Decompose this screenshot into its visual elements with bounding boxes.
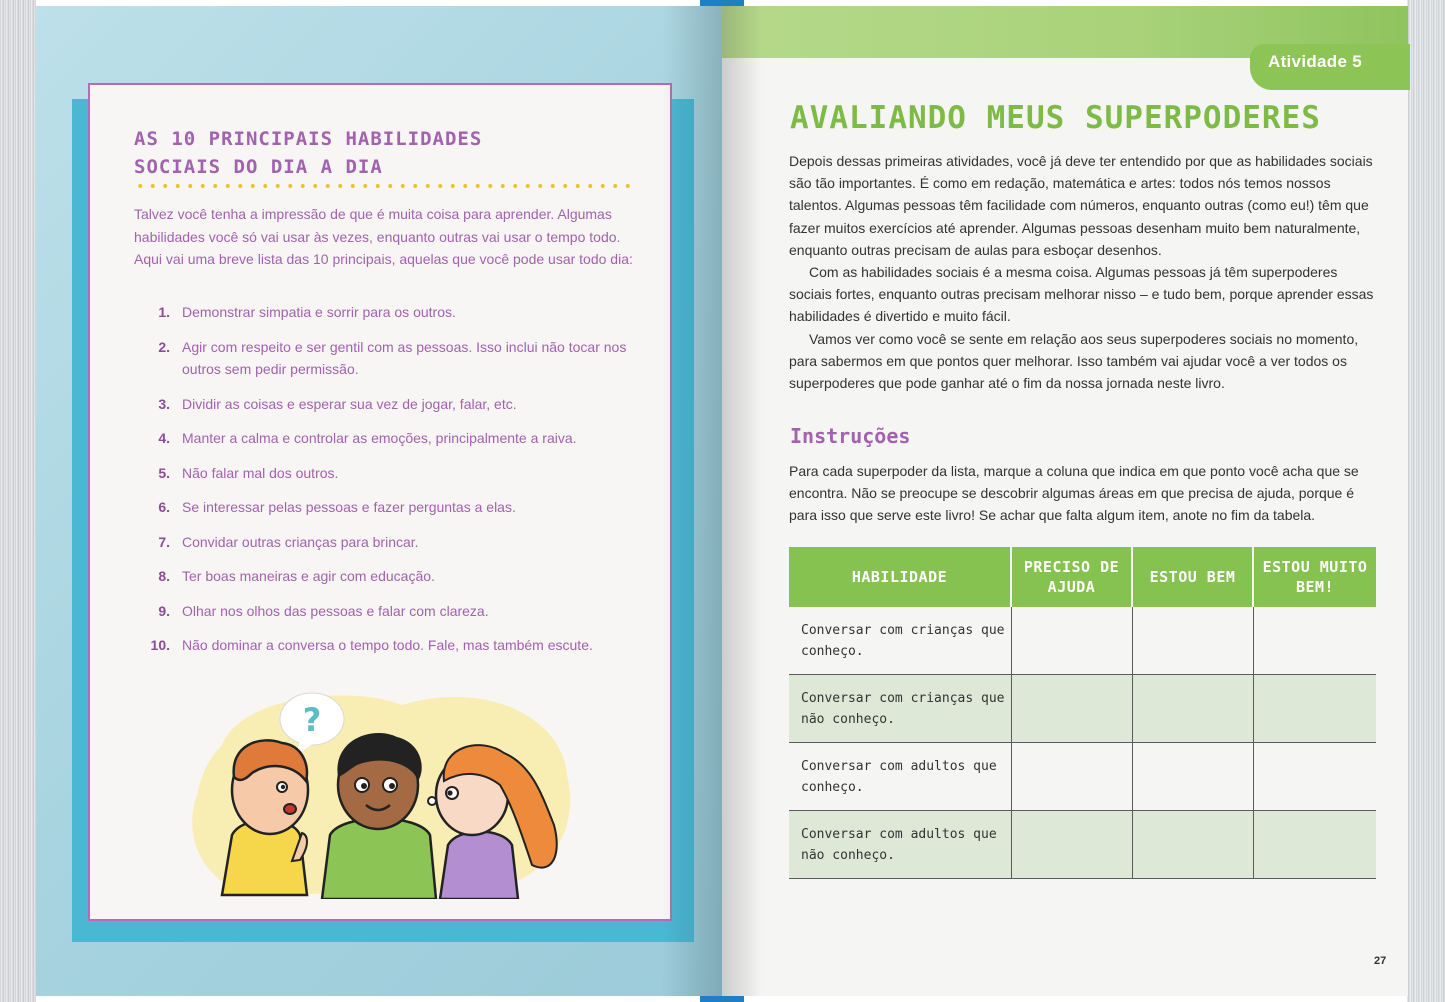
checkbox-cell-doing-well[interactable]: [1132, 811, 1253, 879]
checkbox-cell-need-help[interactable]: [1011, 743, 1132, 811]
list-item: 5. Não falar mal dos outros.: [158, 464, 339, 481]
list-item: 10. Não dominar a conversa o tempo todo. Fale, mas também escute.: [150, 637, 593, 653]
question-mark-icon: ?: [302, 701, 322, 739]
header-skill: HABILIDADE: [789, 547, 1011, 607]
instructions-heading: Instruções: [790, 424, 911, 448]
skill-cell: Conversar com crianças que não conheço.: [789, 675, 1011, 743]
checkbox-cell-doing-very-well[interactable]: [1253, 675, 1376, 743]
table-row: [789, 675, 1376, 743]
page-title: AVALIANDO MEUS SUPERPODERES: [790, 100, 1321, 136]
instructions-text: Para cada superpoder da lista, marque a coluna que indica em que ponto você acha que se encontra. Não se preocupe se descobrir algumas áreas em que precisa de ajuda, porque é para isso que serve este livro! Se achar que falta algum item, anote no fim da tabela.: [789, 463, 1359, 524]
checkbox-cell-doing-well[interactable]: [1132, 743, 1253, 811]
list-item: 9. Olhar nos olhos das pessoas e falar com clareza.: [158, 602, 489, 619]
left-page: [36, 6, 722, 996]
page-number: 27: [1374, 955, 1387, 967]
skill-cell: Conversar com adultos que não conheço.: [789, 811, 1011, 879]
card-title: AS 10 PRINCIPAIS HABILIDADES SOCIAIS DO DIA A DIA: [134, 128, 483, 178]
table-row: [789, 743, 1376, 811]
header-need-help: PRECISO DE AJUDA: [1011, 547, 1132, 607]
list-item: 6. Se interessar pelas pessoas e fazer perguntas a elas.: [158, 499, 516, 515]
checkbox-cell-doing-very-well[interactable]: [1253, 607, 1376, 675]
ribbon-bottom: [700, 996, 744, 1002]
paragraph: Depois dessas primeiras atividades, você já deve ter entendido por que as habilidades sociais são tão importantes. É como em redação, matemática e artes: todos nós temos nossos talentos. Algumas pessoas têm facilidade com números, enquanto outras (como eu!) têm que fazer muitos exercícios até aprender. Algumas pessoas desenham muito bem naturalmente, enquanto outras precisam de aulas para esboçar desenhos.: [789, 153, 1373, 258]
list-item: 1. Demonstrar simpatia e sorrir para os outros.: [158, 304, 456, 320]
header-doing-very-well: ESTOU MUITO BEM!: [1253, 547, 1376, 607]
ribbon-top: [700, 0, 744, 6]
list-item: 8. Ter boas maneiras e agir com educação.: [158, 568, 435, 584]
paragraph: Vamos ver como você se sente em relação aos seus superpoderes sociais no momento, para sabermos em que pontos quer melhorar. Isso também vai ajudar você a ver todos os superpoderes que pode ganhar até o fim da nossa jornada neste livro.: [789, 330, 1359, 392]
right-page: [722, 6, 1408, 996]
header-doing-well: ESTOU BEM: [1132, 547, 1253, 607]
spine-shadow: [662, 6, 722, 996]
checkbox-cell-doing-well[interactable]: [1132, 607, 1253, 675]
skills-list: [134, 301, 634, 669]
checkbox-cell-need-help[interactable]: [1011, 811, 1132, 879]
dotted-divider: [134, 183, 630, 189]
list-item: 3. Dividir as coisas e esperar sua vez de jogar, falar, etc.: [158, 395, 517, 412]
checkbox-cell-need-help[interactable]: [1011, 675, 1132, 743]
list-item: 7. Convidar outras crianças para brincar.: [158, 533, 419, 550]
list-item: 2. Agir com respeito e ser gentil com as pessoas. Isso inclui não tocar nos outros sem pedir permissão.: [158, 338, 627, 377]
table-row: [789, 607, 1376, 675]
body-text: [789, 150, 1379, 394]
checkbox-cell-doing-very-well[interactable]: [1253, 743, 1376, 811]
table-row: [789, 811, 1376, 879]
skill-cell: Conversar com crianças que conheço.: [789, 607, 1011, 675]
paragraph: Com as habilidades sociais é a mesma coisa. Algumas pessoas já têm superpoderes sociais fortes, enquanto outras precisam melhorar nisso – e tudo bem, porque aprender essas habilidades é divertido e muito fácil.: [789, 264, 1374, 325]
list-item: 4. Manter a calma e controlar as emoções, principalmente a raiva.: [158, 430, 577, 446]
children-talking-illustration: [182, 685, 582, 899]
skills-card: [88, 83, 672, 921]
checkbox-cell-doing-very-well[interactable]: [1253, 811, 1376, 879]
card-intro: Talvez você tenha a impressão de que é muita coisa para aprender. Algumas habilidades você só vai usar às vezes, enquanto outras vai usar o tempo todo. Aqui vai uma breve lista das 10 principais, aquelas que você pode usar todo dia:: [134, 206, 633, 267]
activity-badge-label: Atividade 5: [1268, 52, 1362, 71]
skill-cell: Conversar com adultos que conheço.: [789, 743, 1011, 811]
page-edges-right: [1407, 0, 1445, 1002]
checkbox-cell-need-help[interactable]: [1011, 607, 1132, 675]
skills-table: [789, 547, 1376, 879]
checkbox-cell-doing-well[interactable]: [1132, 675, 1253, 743]
table-header-row: [789, 547, 1376, 607]
spine-shadow: [722, 6, 762, 996]
page-edges-left: [0, 0, 36, 1002]
